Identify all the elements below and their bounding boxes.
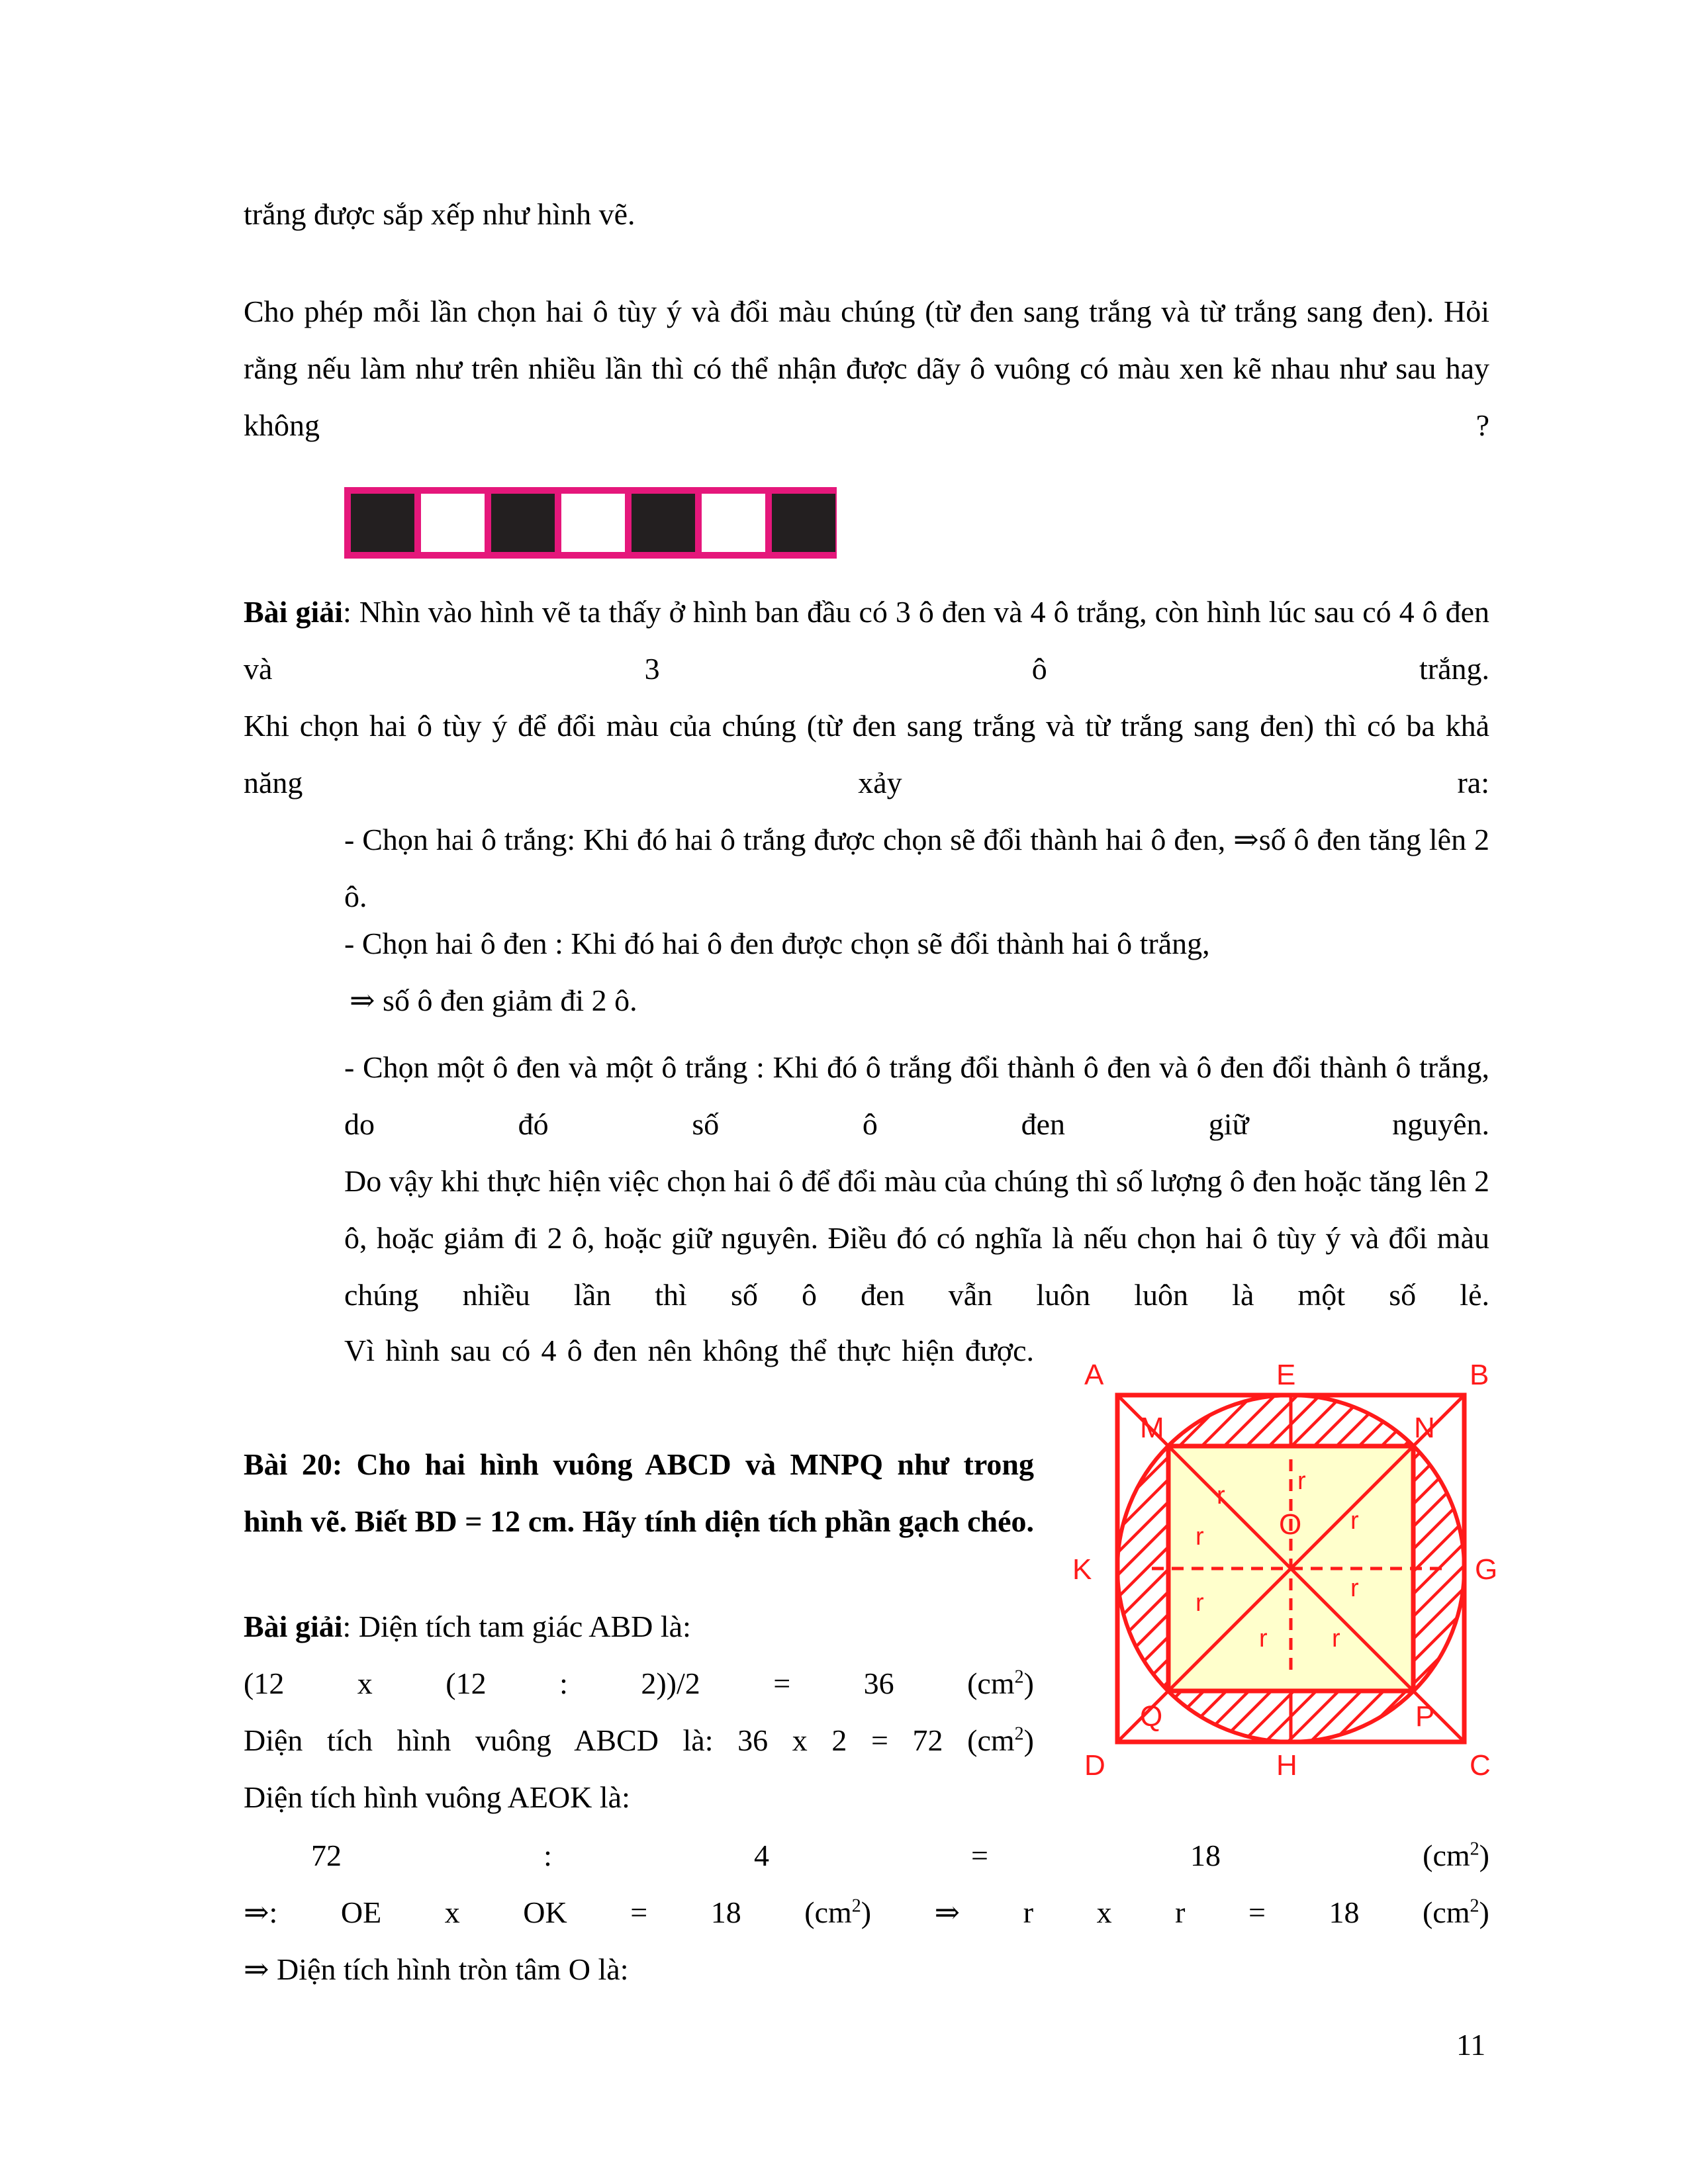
- radius-label: r: [1259, 1625, 1268, 1653]
- conclusion-paragraph: Do vậy khi thực hiện việc chọn hai ô để đổi màu của chúng thì số lượng ô đen hoặc tăng lên 2 ô, hoặc giảm đi 2 ô, hoặc giữ nguyên. Điều đó có nghĩa là nếu chọn hai ô tùy ý và đổi màu chúng nhiều lần thì số ô đen vẫn luôn luôn là một số lẻ.: [344, 1164, 1489, 1312]
- case-two-black: - Chọn hai ô đen : Khi đó hai ô đen được chọn sẽ đổi thành hai ô trắng,: [344, 927, 1210, 960]
- square-aeok-label: Diện tích hình vuông AEOK là:: [244, 1780, 630, 1814]
- label-M: M: [1140, 1412, 1164, 1444]
- equation-aeok-area: 72 : 4 = 18 $(cm^2)$: [311, 1839, 1489, 1872]
- intro-paragraph: Cho phép mỗi lần chọn hai ô tùy ý và đổi màu chúng (từ đen sang trắng và từ trắng sang đen). Hỏi rằng nếu làm như trên nhiều lần thì có thể nhận được dãy ô vuông có màu xen kẽ nhau như sau hay không ?: [244, 295, 1489, 442]
- case-mixed: - Chọn một ô đen và một ô trắng : Khi đó ô trắng đổi thành ô đen và ô đen đổi thành ô trắng, do đó số ô đen giữ nguyên.: [344, 1050, 1489, 1141]
- solution-19-intro: [244, 584, 1489, 698]
- label-G: G: [1475, 1553, 1498, 1586]
- solution-label: Bài giải: [244, 595, 344, 629]
- label-K: K: [1072, 1553, 1092, 1586]
- case-two-white: - Chọn hai ô trắng: Khi đó hai ô trắng được chọn sẽ đổi thành hai ô đen, ⇒số ô đen tăng lên 2 ô.: [344, 823, 1489, 913]
- label-A: A: [1084, 1359, 1104, 1391]
- radius-label: r: [1196, 1589, 1204, 1617]
- square-white: [702, 494, 765, 552]
- square-black: [491, 494, 555, 552]
- radius-label: r: [1297, 1467, 1306, 1495]
- final-conclusion: Vì hình sau có 4 ô đen nên không thể thực hiện được.: [344, 1334, 1034, 1367]
- alternating-square-strip: [344, 487, 837, 559]
- label-B: B: [1470, 1359, 1489, 1391]
- radius-label: r: [1332, 1625, 1340, 1653]
- solution-19-para2: Khi chọn hai ô tùy ý để đổi màu của chúng (từ đen sang trắng và từ trắng sang đen) thì có ba khả năng xảy ra:: [244, 709, 1489, 799]
- label-Q: Q: [1140, 1700, 1163, 1733]
- solution-text: : Diện tích tam giác ABD là:: [342, 1610, 691, 1643]
- intro-line: trắng được sắp xếp như hình vẽ.: [244, 197, 635, 231]
- radius-label: r: [1350, 1507, 1359, 1535]
- page-number: 11: [1456, 2028, 1486, 2062]
- solution-20-line1: [244, 1608, 691, 1645]
- label-C: C: [1470, 1749, 1491, 1782]
- label-E: E: [1276, 1359, 1296, 1391]
- square-white: [561, 494, 625, 552]
- geometry-figure: [1046, 1330, 1542, 1787]
- label-O: O: [1279, 1508, 1302, 1541]
- label-H: H: [1276, 1749, 1297, 1782]
- label-P: P: [1415, 1700, 1435, 1733]
- equation-triangle-area: (12 x (12 : 2))/2 = 36 $(cm^2)$: [244, 1666, 1034, 1700]
- radius-label: r: [1350, 1574, 1359, 1602]
- square-black: [351, 494, 414, 552]
- square-black: [632, 494, 695, 552]
- radius-label: r: [1217, 1482, 1225, 1510]
- radius-label: r: [1196, 1523, 1204, 1551]
- square-white: [421, 494, 485, 552]
- equation-r-squared: ⇒: OE x OK = 18 $(cm^2)$ ⇒ r x r = 18 $(cm^2)$: [244, 1895, 1489, 1929]
- label-N: N: [1414, 1412, 1435, 1444]
- circle-area-label: ⇒ Diện tích hình tròn tâm O là:: [244, 1952, 629, 1986]
- solution-text: : Nhìn vào hình vẽ ta thấy ở hình ban đầu có 3 ô đen và 4 ô trắng, còn hình lúc sau có 4 ô đen và 3 ô trắng.: [244, 595, 1490, 686]
- square-abcd-area: Diện tích hình vuông ABCD là: 36 x 2 = 72 $(cm^2)$: [244, 1723, 1034, 1757]
- label-D: D: [1084, 1749, 1105, 1782]
- problem-20-title: Bài 20: Cho hai hình vuông ABCD và MNPQ như trong hình vẽ. Biết BD = 12 cm. Hãy tính diện tích phần gạch chéo.: [244, 1447, 1034, 1538]
- case-two-black-result: ⇒ số ô đen giảm đi 2 ô.: [350, 983, 637, 1017]
- square-black: [772, 494, 835, 552]
- solution-label: Bài giải: [244, 1610, 343, 1643]
